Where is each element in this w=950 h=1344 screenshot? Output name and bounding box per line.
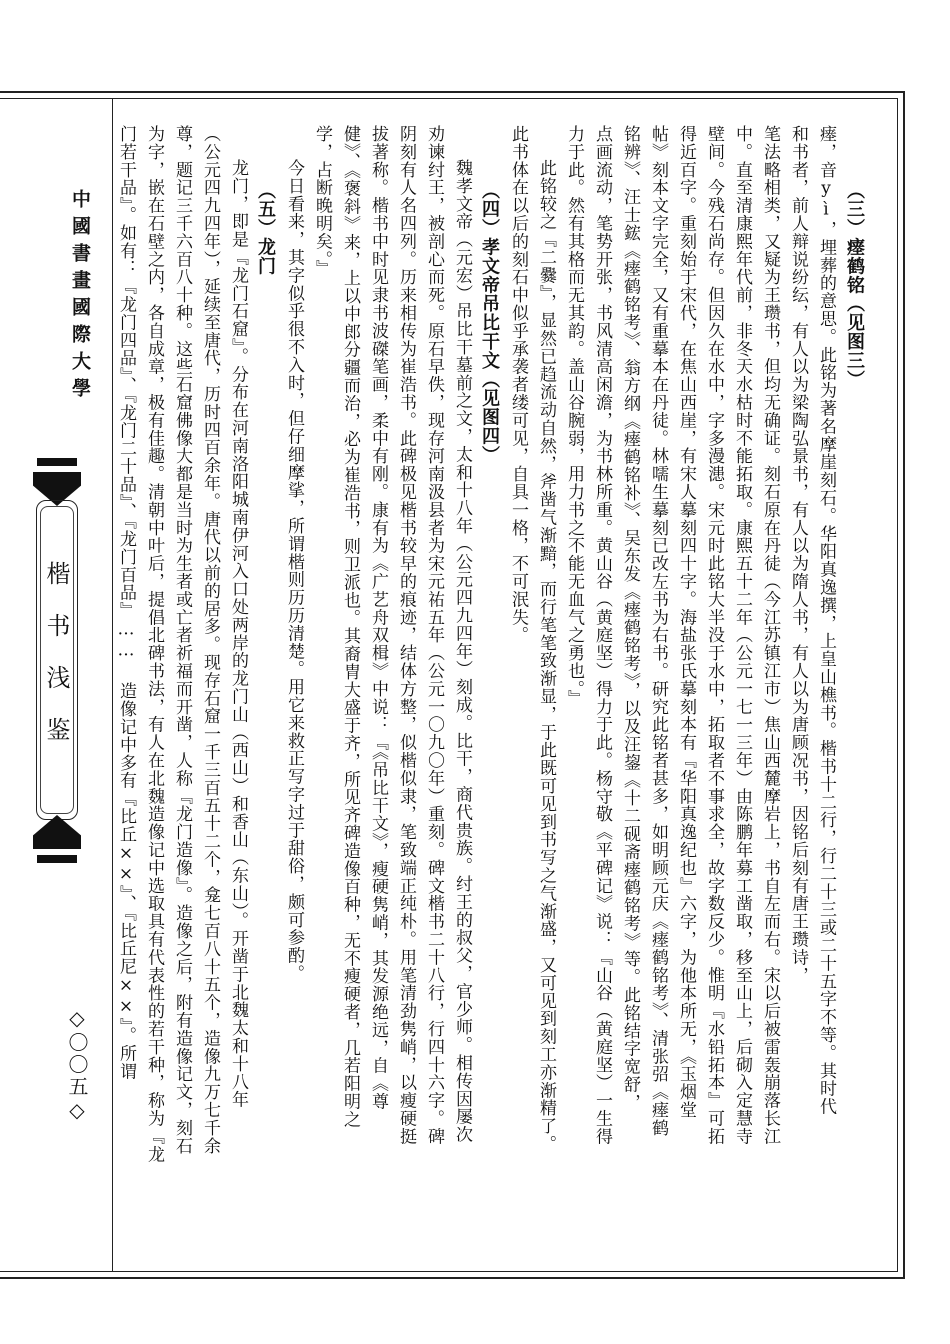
- text-column: 壁间。今残石尚存。但因久在水中，字多漫漶。宋元时此铭大半没于水中，拓取者不事求全，故字数反少。惟明『水铅拓本』可拓: [704, 125, 724, 1146]
- text-column: 阴刻有人名四列。历来相传为崔浩书。此碑极见楷书较早的痕迹，结体方整，似楷似隶，笔致端正纯朴。用笔清劲隽峭，以瘦硬挺: [396, 125, 416, 1146]
- text-column: 得近百字。重刻始于宋代，在焦山西崖，有宋人摹刻四十字。海盐张氏摹刻本有『华阳真逸纪也』六字，为他本所无，《玉烟堂: [676, 125, 696, 1119]
- text-column: 今日看来，其字似乎很不入时，但仔细摩挲，所谓楷则历历清楚。用它来救正写字过于甜俗，颇可参酌。: [284, 159, 304, 983]
- text-column: 劝谏纣王，被剖心而死。原石早佚，现存河南汲县者为宋元祐五年（公元一〇九〇年）重刻。碑文楷书二十八行，行四十六字。碑: [424, 125, 444, 1146]
- text-column: 魏孝文帝（元宏）吊比干墓前之文，太和十八年（公元四九四年）刻成。比干，商代贵族。纣王的叔父，官少师。相传因屡次: [452, 159, 472, 1144]
- text-column: （公元四九四年），延续至唐代，历时四百余年。唐代以前的居多。现存石窟一千三百五十二个，龛七百八十五个，造像九万七千余: [200, 125, 220, 1155]
- text-column: 为字，嵌在石壁之内，各自成章，极有佳趣。清朝中叶后，提倡北碑书法，有人在北魏造像记中选取具有代表性的若干种，称为『龙: [144, 125, 164, 1164]
- text-column: 门若干品』。如有：『龙门四品』、『龙门二十品』、『龙门百品』…… 造像记中多有『比丘××』、『比丘尼××』。所谓: [116, 125, 136, 1081]
- text-column: 尊，题记三千六百八十种。这些石窟佛像大都是当时为生者或亡者祈福而开凿，人称『龙门造像』。造像之后，附有造像记文，刻石: [172, 125, 192, 1155]
- text-column: 健》、《褒斜》来，上以中郎分疆而治，必为崔浩书，则卫派也。其裔胄大盛于齐，所见齐碑造像百种，无不瘦硬者，几若阳明之: [340, 125, 360, 1129]
- text-column: 拔著称。楷书中时见隶书波磔笔画，柔中有刚。康有为《广艺舟双楫》中说：『《吊比干文》，瘦硬隽峭，其发源绝远，自《尊: [368, 125, 388, 1111]
- text-column: 力于此。然有其格而无其韵。盖山谷腕弱，用力书之不能无血气之勇也。』: [564, 125, 584, 708]
- text-column: 点画流动，笔势开张，书风清高闲澹，为书林所重。黄山谷（黄庭坚）得力于此。杨守敬《平碑记》说：『山谷（黄庭坚）一生得: [592, 125, 612, 1146]
- title-bar-bottom: [37, 855, 77, 863]
- text-column: 帖》刻本文字完全，又有重摹本在丹徒。林嚅生摹刻已改左书为右书。研究此铭者甚多，如明顾元庆《瘗鹤铭考》、清张弨《瘗鹤: [648, 125, 668, 1137]
- text-column: 铭辨》、汪士鋐《瘗鹤铭考》、翁方纲《瘗鹤铭补》、吴东发《瘗鹤铭考》，以及汪鋆《十二砚斋瘗鹤铭考》等。此铭结字宽舒，: [620, 125, 640, 1112]
- section-heading: （五）龙门: [255, 181, 276, 276]
- text-column: 和书者，前人辩说纷纭，有人以为梁陶弘景书，有人以为隋人书，有人以为唐顾况书，因铭后刻有唐王瓒诗，: [788, 125, 808, 985]
- text-column: 瘗，音yì，埋葬的意思。此铭为著名摩崖刻石。华阳真逸撰，上皇山樵书。楷书十二行，行二十三或二十五字不等。其时代: [816, 125, 836, 1116]
- text-column: 笔法略相类，又疑为王瓒书，但均无确证。刻石原在丹徒（今江苏镇江市）焦山西麓摩岩上，书自左而右。宋以后被雷轰崩落长江: [760, 125, 780, 1146]
- book-title: 楷书浅鉴: [42, 561, 70, 769]
- text-column: 此铭较之『二爨』，显然已趋流动自然，斧凿气渐黯，而行笔笔致渐显，于此既可见到书写之气渐盛，又可见到刻工亦渐精了。: [536, 159, 556, 1153]
- university-name: 中國書畫國際大學: [69, 189, 91, 405]
- text-column: 学，占断晚明矣。』: [312, 125, 332, 278]
- text-column: 中。直至清康熙年代前，非冬天水枯时不能拓取。康熙五十二年（公元一七一三年）由陈鹏年募工凿取，移至山上，后砌入定慧寺: [732, 125, 752, 1146]
- text-column: 龙门，即是『龙门石窟』。分布在河南洛阳城南伊河入口处两岸的龙门山（西山）和香山（东山）。开凿于北魏太和十八年: [228, 159, 248, 1109]
- section-heading: （三）瘗鹤铭（见图三）: [844, 181, 865, 389]
- title-bar-top: [37, 458, 77, 466]
- text-column: 此书体在以后的刻石中似乎承袭者缕可见，自具一格，不可泯失。: [508, 125, 528, 645]
- body-text: [112, 125, 865, 1275]
- section-heading: （四）孝文帝吊比干文（见图四）: [479, 181, 500, 465]
- page-number: ◇〇〇五◇: [65, 1006, 89, 1124]
